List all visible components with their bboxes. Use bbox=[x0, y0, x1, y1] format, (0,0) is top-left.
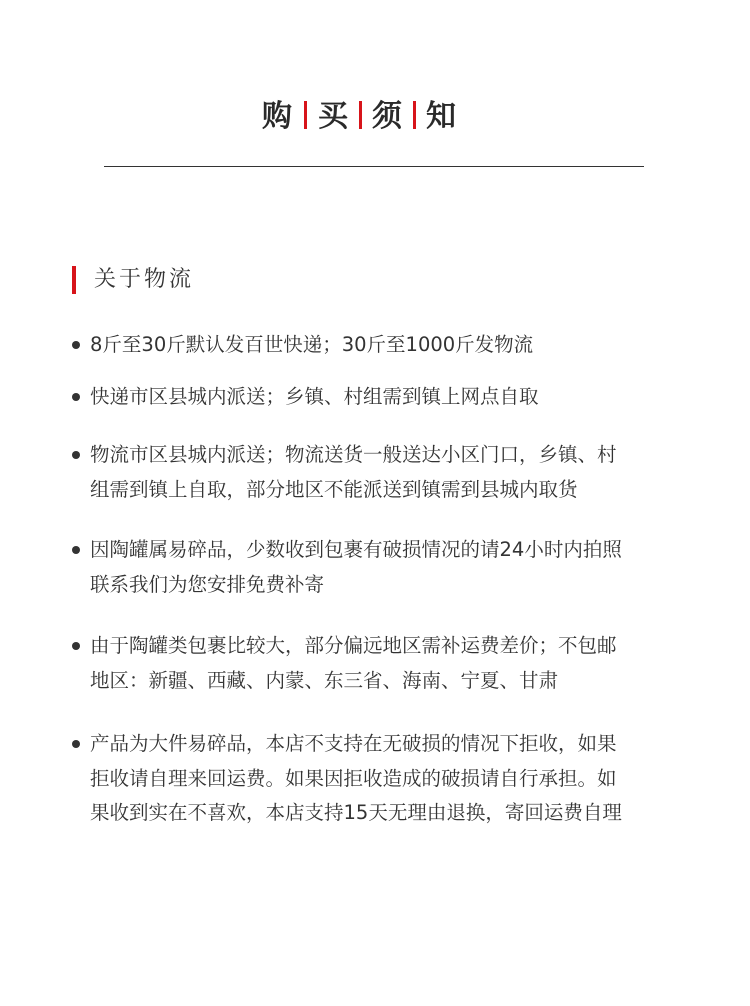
list-item bbox=[72, 438, 617, 507]
title-char: 购 bbox=[262, 99, 292, 134]
bullet-icon bbox=[72, 451, 80, 459]
list-item-text: 快递市区县城内派送；乡镇、村组需到镇上网点自取 bbox=[90, 385, 539, 408]
list-item-text: 产品为大件易碎品，本店不支持在无破损的情况下拒收，如果 bbox=[90, 732, 617, 755]
title-char: 买 bbox=[318, 99, 348, 134]
bullet-icon bbox=[72, 642, 80, 650]
list-item-text: 物流市区县城内派送；物流送货一般送达小区门口，乡镇、村 bbox=[90, 443, 617, 466]
list-item-text: 拒收请自理来回运费。如果因拒收造成的破损请自行承担。如 bbox=[90, 766, 617, 790]
bullet-icon bbox=[72, 546, 80, 554]
section-accent-bar bbox=[72, 266, 76, 294]
list-item-text: 8斤至30斤默认发百世快递；30斤至1000斤发物流 bbox=[90, 333, 534, 356]
list-item-text: 因陶罐属易碎品，少数收到包裹有破损情况的请24小时内拍照 bbox=[90, 538, 622, 561]
list-item bbox=[72, 380, 539, 415]
title-underline bbox=[104, 166, 644, 167]
list-item bbox=[72, 328, 533, 363]
bullet-icon bbox=[72, 341, 80, 349]
bullet-icon bbox=[72, 740, 80, 748]
section-title: 关于物流 bbox=[94, 267, 195, 292]
list-item bbox=[72, 533, 622, 602]
title-divider bbox=[413, 101, 416, 129]
list-item-text: 组需到镇上自取，部分地区不能派送到镇需到县城内取货 bbox=[90, 477, 578, 501]
list-item bbox=[72, 629, 617, 698]
title-char: 知 bbox=[426, 99, 456, 134]
title-divider bbox=[304, 101, 307, 129]
list-item-text: 联系我们为您安排免费补寄 bbox=[90, 572, 325, 596]
list-item-text: 地区：新疆、西藏、内蒙、东三省、海南、宁夏、甘肃 bbox=[90, 668, 559, 692]
list-item bbox=[72, 727, 622, 831]
list-item-text: 由于陶罐类包裹比较大，部分偏远地区需补运费差价；不包邮 bbox=[90, 634, 617, 657]
bullet-icon bbox=[72, 393, 80, 401]
title-char: 须 bbox=[372, 99, 402, 134]
title-divider bbox=[359, 101, 362, 129]
list-item-text: 果收到实在不喜欢，本店支持15天无理由退换，寄回运费自理 bbox=[90, 801, 622, 824]
